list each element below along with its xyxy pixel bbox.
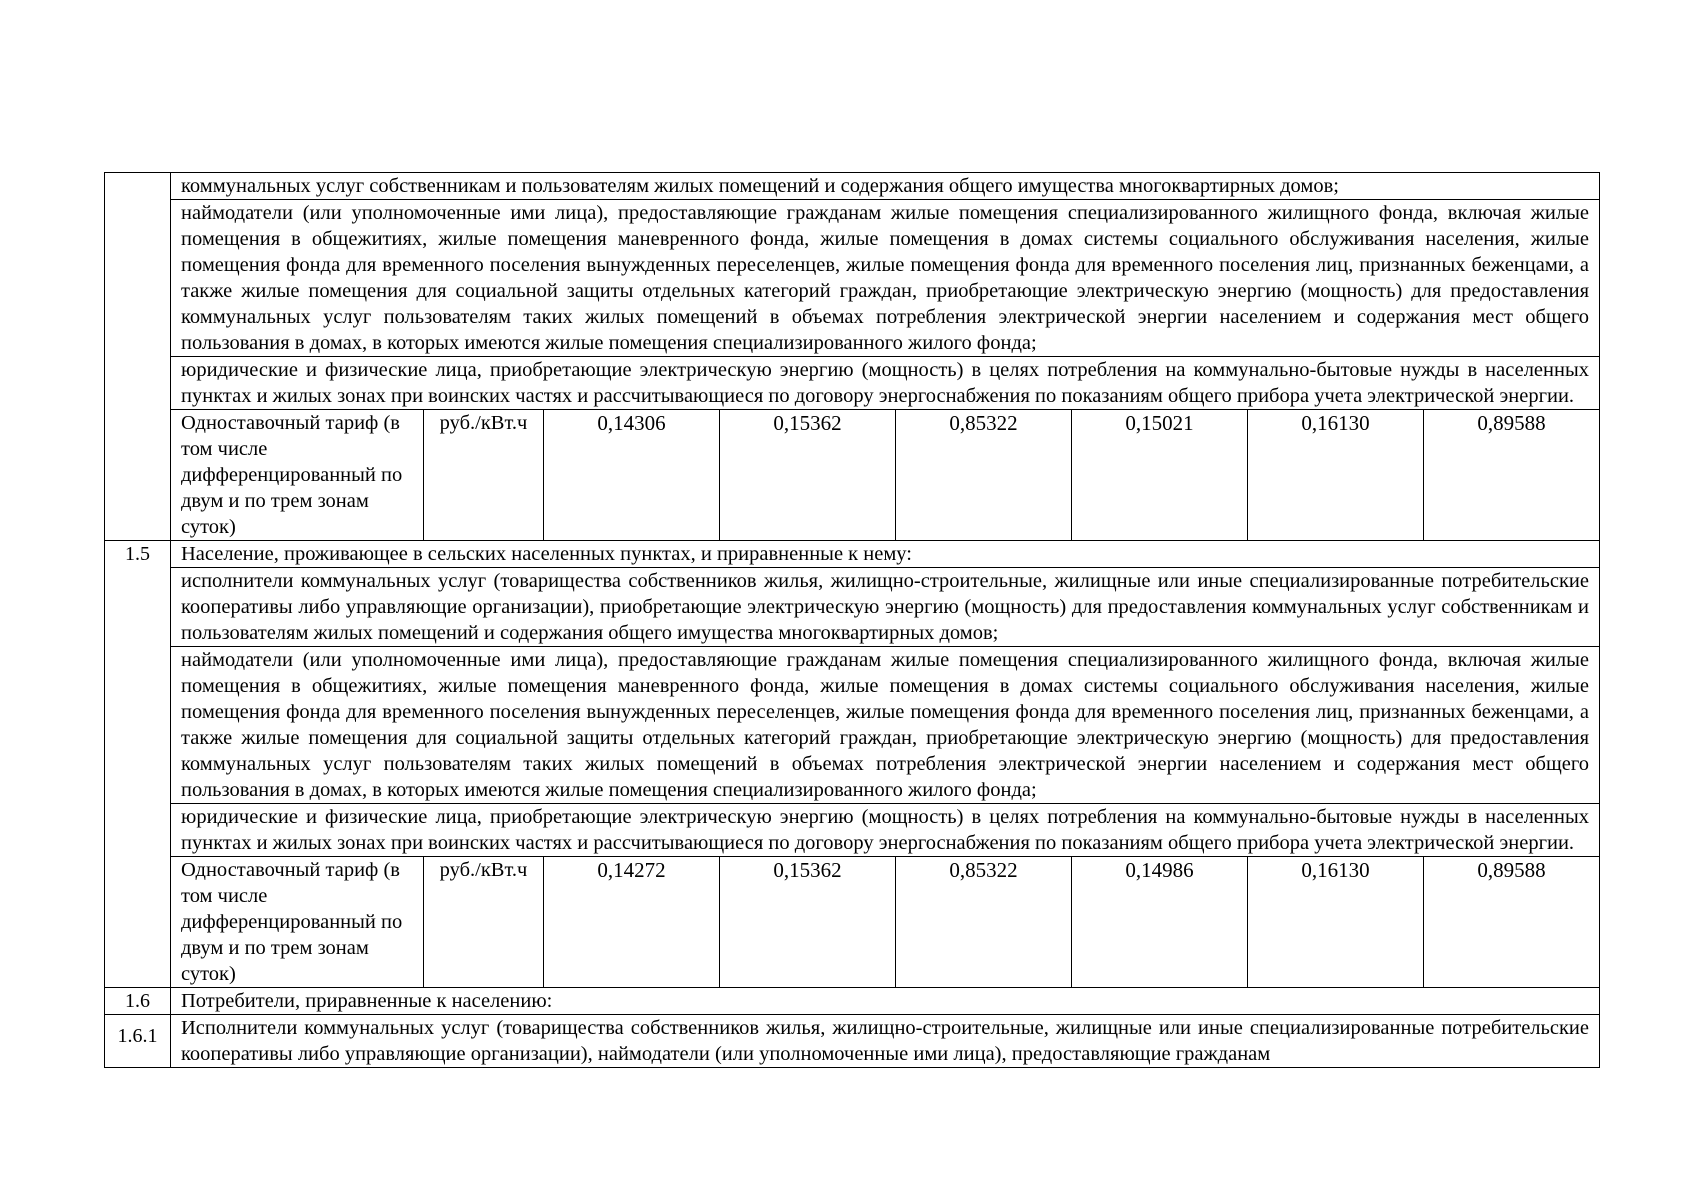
tariff-value: 0,16130	[1248, 410, 1424, 541]
table-row	[105, 647, 1600, 804]
tariff-value: 0,14306	[544, 410, 720, 541]
text-cell: коммунальных услуг собственникам и пользователям жилых помещений и содержания общего имущества многоквартирных домов;	[171, 173, 1600, 200]
table-row	[105, 1015, 1600, 1068]
tariff-value: 0,85322	[896, 857, 1072, 988]
tariff-label: Одноставочный тариф (в том числе дифференцированный по двум и по трем зонам суток)	[171, 410, 424, 541]
tariff-value: 0,89588	[1424, 410, 1600, 541]
table-row	[105, 357, 1600, 410]
tariff-value: 0,89588	[1424, 857, 1600, 988]
tariff-unit: руб./кВт.ч	[424, 857, 544, 988]
tariff-row	[105, 857, 1600, 988]
tariff-value: 0,85322	[896, 410, 1072, 541]
table-row	[105, 541, 1600, 568]
table-row	[105, 173, 1600, 200]
text-cell: исполнители коммунальных услуг (товарищества собственников жилья, жилищно-строительные, жилищные или иные специализированные потребительские кооперативы либо управляющие организации), приобретающие электрическую энергию (мощность) для предоставления коммунальных услуг собственникам и пользователям жилых помещений и содержания общего имущества многоквартирных домов;	[171, 568, 1600, 647]
row-number: 1.6	[105, 988, 171, 1015]
text-cell: юридические и физические лица, приобретающие электрическую энергию (мощность) в целях потребления на коммунально-бытовые нужды в населенных пунктах и жилых зонах при воинских частях и рассчитывающиеся по договору энергоснабжения по показаниям общего прибора учета электрической энергии.	[171, 357, 1600, 410]
table-row	[105, 988, 1600, 1015]
text-cell: юридические и физические лица, приобретающие электрическую энергию (мощность) в целях потребления на коммунально-бытовые нужды в населенных пунктах и жилых зонах при воинских частях и рассчитывающиеся по договору энергоснабжения по показаниям общего прибора учета электрической энергии.	[171, 804, 1600, 857]
tariff-value: 0,14272	[544, 857, 720, 988]
tariff-value: 0,15021	[1072, 410, 1248, 541]
table-row	[105, 804, 1600, 857]
tariff-label: Одноставочный тариф (в том числе дифференцированный по двум и по трем зонам суток)	[171, 857, 424, 988]
section-heading: Потребители, приравненные к населению:	[171, 988, 1600, 1015]
row-number: 1.6.1	[105, 1015, 171, 1068]
tariff-unit: руб./кВт.ч	[424, 410, 544, 541]
tariff-value: 0,15362	[720, 410, 896, 541]
table-row	[105, 200, 1600, 357]
tariff-value: 0,14986	[1072, 857, 1248, 988]
tariff-value: 0,16130	[1248, 857, 1424, 988]
tariff-value: 0,15362	[720, 857, 896, 988]
tariff-table	[104, 172, 1600, 1068]
table-row	[105, 568, 1600, 647]
row-number-cell-empty	[105, 173, 171, 541]
text-cell: Исполнители коммунальных услуг (товарищества собственников жилья, жилищно-строительные, жилищные или иные специализированные потребительские кооперативы либо управляющие организации), наймодатели (или уполномоченные ими лица), предоставляющие гражданам	[171, 1015, 1600, 1068]
text-cell: наймодатели (или уполномоченные ими лица), предоставляющие гражданам жилые помещения специализированного жилищного фонда, включая жилые помещения в общежитиях, жилые помещения маневренного фонда, жилые помещения в домах системы социального обслуживания населения, жилые помещения фонда для временного поселения вынужденных переселенцев, жилые помещения фонда для временного поселения лиц, признанных беженцами, а также жилые помещения для социальной защиты отдельных категорий граждан, приобретающие электрическую энергию (мощность) для предоставления коммунальных услуг пользователям таких жилых помещений в объемах потребления электрической энергии населением и содержания мест общего пользования в домах, в которых имеются жилые помещения специализированного жилого фонда;	[171, 647, 1600, 804]
text-cell: наймодатели (или уполномоченные ими лица), предоставляющие гражданам жилые помещения специализированного жилищного фонда, включая жилые помещения в общежитиях, жилые помещения маневренного фонда, жилые помещения в домах системы социального обслуживания населения, жилые помещения фонда для временного поселения вынужденных переселенцев, жилые помещения фонда для временного поселения лиц, признанных беженцами, а также жилые помещения для социальной защиты отдельных категорий граждан, приобретающие электрическую энергию (мощность) для предоставления коммунальных услуг пользователям таких жилых помещений в объемах потребления электрической энергии населением и содержания мест общего пользования в домах, в которых имеются жилые помещения специализированного жилого фонда;	[171, 200, 1600, 357]
section-heading: Население, проживающее в сельских населенных пунктах, и приравненные к нему:	[171, 541, 1600, 568]
row-number: 1.5	[105, 541, 171, 988]
tariff-row	[105, 410, 1600, 541]
